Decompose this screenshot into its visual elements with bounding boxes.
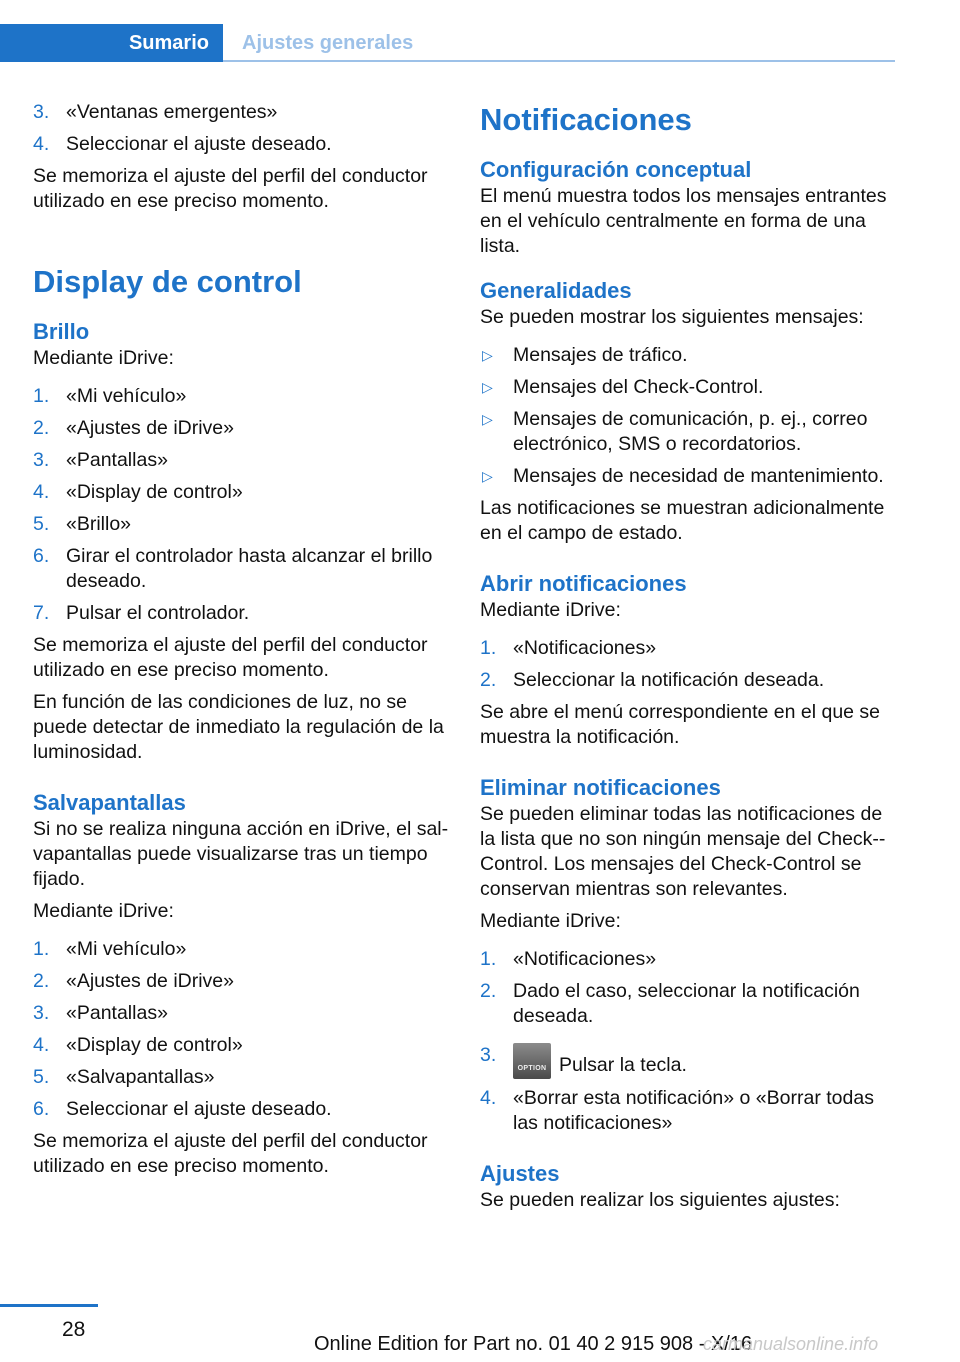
list-item (480, 1086, 900, 1136)
list-item (33, 601, 451, 626)
bullet-text: Mensajes de necesidad de mantenimiento. (513, 465, 884, 487)
list-item (480, 668, 900, 693)
list-number: 4. (33, 481, 50, 503)
list-item (33, 1097, 451, 1122)
list-text: «Display de control» (66, 481, 243, 503)
list-number: 2. (480, 669, 497, 691)
triangle-bullet-icon: ▷ (482, 379, 493, 395)
list-number: 1. (33, 385, 50, 407)
list-number: 2. (33, 417, 50, 439)
list-text: «Ajustes de iDrive» (66, 970, 234, 992)
brillo-lead: Mediante iDrive: (33, 347, 174, 369)
list-number: 3. (33, 449, 50, 471)
salvapantallas-lead: Mediante iDrive: (33, 900, 174, 922)
right-column (480, 100, 900, 1220)
list-text: Seleccionar la notificación deseada. (513, 669, 825, 691)
bullet-text: Mensajes del Check-Control. (513, 376, 764, 398)
list-number: 3. (33, 1002, 50, 1024)
list-item (33, 384, 451, 409)
heading-ajustes: Ajustes (480, 1161, 560, 1186)
brillo-note-profile: Se memoriza el ajuste del perfil del conductor utilizado en ese preciso momento. (33, 634, 428, 681)
list-item (33, 416, 451, 441)
list-text: Seleccionar el ajuste deseado. (66, 133, 332, 155)
option-key-icon (513, 1043, 551, 1079)
salvapantallas-note: Se memoriza el ajuste del perfil del conductor utilizado en ese preciso momento. (33, 1130, 428, 1177)
list-text: «Ajustes de iDrive» (66, 417, 234, 439)
triangle-bullet-icon: ▷ (482, 468, 493, 484)
heading-generalidades: Generalidades (480, 278, 632, 303)
list-text: Seleccionar el ajuste deseado. (66, 1098, 332, 1120)
list-text: Girar el controlador hasta alcanzar el brillo deseado. (66, 545, 433, 592)
list-text: «Borrar esta notificación» o «Borrar todas las notificaciones» (513, 1087, 874, 1134)
list-number: 2. (33, 970, 50, 992)
list-item (33, 969, 451, 994)
list-text: Pulsar la tecla. (559, 1054, 687, 1076)
configuracion-text: El menú muestra todos los mensajes entrantes en el vehículo centralmente en forma de una lista. (480, 185, 887, 257)
list-item (33, 448, 451, 473)
page-number: 28 (62, 1318, 86, 1341)
page-header (0, 24, 895, 62)
list-item (480, 636, 900, 661)
list-number: 5. (33, 513, 50, 535)
list-number: 6. (33, 545, 50, 567)
list-number: 1. (480, 637, 497, 659)
bullet-item (480, 407, 900, 457)
section-title-notificaciones: Notificaciones (480, 102, 692, 137)
triangle-bullet-icon: ▷ (482, 411, 493, 427)
eliminar-desc: Se pueden eliminar todas las notificaciones de la lista que no son ningún mensaje del Check--Control. Los mensajes del Check-Control se conservan mientras son relevantes. (480, 803, 886, 900)
brillo-note-light: En función de las condiciones de luz, no se puede detectar de inmediato la regulación de la luminosidad. (33, 691, 444, 763)
left-column (33, 100, 451, 1186)
heading-eliminar: Eliminar notificaciones (480, 775, 721, 800)
generalidades-note: Las notificaciones se muestran adicionalmente en el campo de estado. (480, 497, 885, 544)
list-number: 5. (33, 1066, 50, 1088)
list-number: 2. (480, 980, 497, 1002)
list-number: 4. (480, 1087, 497, 1109)
list-number: 3. (480, 1044, 497, 1066)
list-item (33, 512, 451, 537)
bullet-item (480, 343, 900, 368)
list-number: 4. (33, 1034, 50, 1056)
intro-note: Se memoriza el ajuste del perfil del conductor utilizado en ese preciso momento. (33, 165, 428, 212)
list-item (33, 132, 451, 157)
list-item (33, 544, 451, 594)
list-text: «Salvapantallas» (66, 1066, 215, 1088)
list-text: «Brillo» (66, 513, 132, 535)
list-item (33, 937, 451, 962)
ajustes-lead: Se pueden realizar los siguientes ajustes: (480, 1189, 840, 1211)
abrir-note: Se abre el menú correspondiente en el que se muestra la notificación. (480, 701, 881, 748)
bullet-text: Mensajes de tráfico. (513, 344, 688, 366)
eliminar-lead: Mediante iDrive: (480, 910, 621, 932)
list-text: «Pantallas» (66, 449, 168, 471)
list-number: 7. (33, 602, 50, 624)
watermark: carmanualsonline.info (703, 1334, 879, 1354)
list-text: Pulsar el controlador. (66, 602, 250, 624)
list-item (33, 1065, 451, 1090)
salvapantallas-desc: Si no se realiza ninguna acción en iDrive, el salvapantallas puede visualizarse tras un tiempo fijado. (33, 818, 449, 890)
list-text: «Mi vehículo» (66, 938, 187, 960)
list-item (480, 979, 900, 1029)
list-text: «Display de control» (66, 1034, 243, 1056)
list-number: 6. (33, 1098, 50, 1120)
heading-configuracion: Configuración conceptual (480, 157, 752, 182)
bullet-item (480, 464, 900, 489)
bullet-text: Mensajes de comunicación, p. ej., correo electrónico, SMS o recordatorios. (513, 408, 868, 455)
list-item (33, 480, 451, 505)
list-item (33, 1001, 451, 1026)
generalidades-lead: Se pueden mostrar los siguientes mensajes: (480, 306, 864, 328)
list-text: «Ventanas emergentes» (66, 101, 278, 123)
list-text: «Notificaciones» (513, 637, 657, 659)
header-tab-sumario[interactable]: Sumario (0, 24, 223, 62)
bullet-item (480, 375, 900, 400)
list-text: «Mi vehículo» (66, 385, 187, 407)
list-text: «Notificaciones» (513, 948, 657, 970)
heading-brillo: Brillo (33, 319, 90, 344)
list-number: 1. (480, 948, 497, 970)
list-number: 3. (33, 101, 50, 123)
option-key-label: OPTION (517, 1065, 547, 1072)
list-text: «Pantallas» (66, 1002, 168, 1024)
triangle-bullet-icon: ▷ (482, 347, 493, 363)
heading-salvapantallas: Salvapantallas (33, 790, 186, 815)
list-text: Dado el caso, seleccionar la notificación deseada. (513, 980, 860, 1027)
list-item (480, 947, 900, 972)
list-number: 1. (33, 938, 50, 960)
section-title-display: Display de control (33, 264, 302, 299)
list-item (33, 1033, 451, 1058)
abrir-lead: Mediante iDrive: (480, 599, 621, 621)
header-section-label[interactable]: Ajustes generales (242, 32, 414, 54)
list-item (480, 1043, 900, 1079)
list-number: 4. (33, 133, 50, 155)
edition-text: Online Edition for Part no. 01 40 2 915 908 - X/16 (314, 1333, 753, 1355)
footer-rule (0, 1304, 98, 1307)
list-item (33, 100, 451, 125)
heading-abrir: Abrir notificaciones (480, 571, 687, 596)
header-rule (223, 60, 895, 62)
